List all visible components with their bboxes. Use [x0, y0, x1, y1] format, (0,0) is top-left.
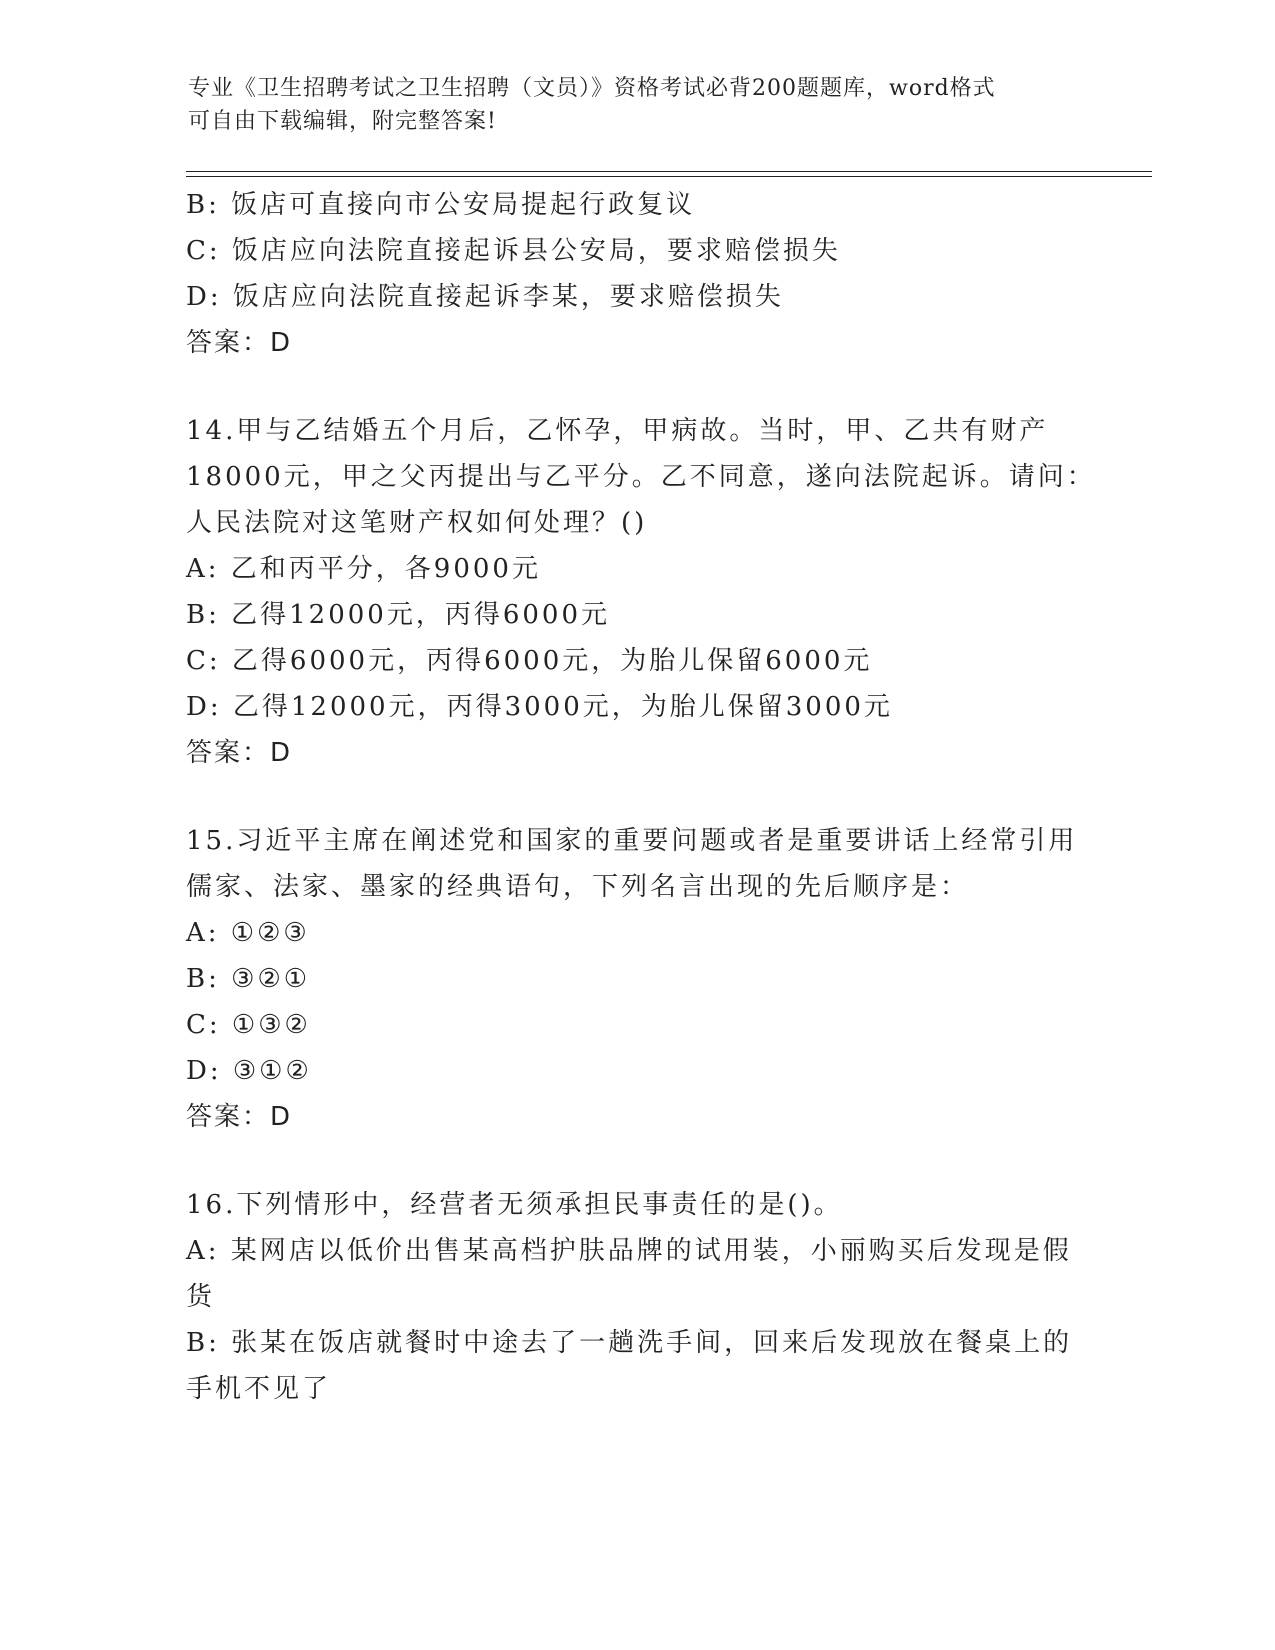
header-line-1: 专业《卫生招聘考试之卫生招聘（文员）》资格考试必背200题题库，word格式 — [188, 76, 996, 101]
question-14 — [186, 408, 1096, 776]
q13-option-d: D: 饭店应向法院直接起诉李某，要求赔偿损失 — [186, 282, 784, 312]
spacer — [186, 776, 1082, 818]
q14-option-c: C: 乙得6000元，丙得6000元，为胎儿保留6000元 — [186, 646, 873, 676]
spacer — [186, 1140, 1082, 1182]
q16-stem-line-1: 16.下列情形中，经营者无须承担民事责任的是()。 — [186, 1190, 843, 1220]
q14-stem-line-2: 18000元，甲之父丙提出与乙平分。乙不同意，遂向法院起诉。请问： — [186, 462, 1096, 492]
q13-option-b: B: 饭店可直接向市公安局提起行政复议 — [186, 190, 696, 220]
q15-stem-line-1: 15.习近平主席在阐述党和国家的重要问题或者是重要讲话上经常引用 — [186, 826, 1078, 856]
q15-stem-line-2: 儒家、法家、墨家的经典语句，下列名言出现的先后顺序是： — [186, 872, 970, 902]
q14-option-a: A: 乙和丙平分，各9000元 — [186, 554, 541, 584]
q13-option-c: C: 饭店应向法院直接起诉县公安局，要求赔偿损失 — [186, 236, 841, 266]
q15-answer: 答案：D — [186, 1102, 293, 1132]
q14-option-b: B: 乙得12000元，丙得6000元 — [186, 600, 611, 630]
document-header — [188, 72, 1068, 138]
question-15 — [186, 818, 1082, 1140]
q14-answer: 答案：D — [186, 738, 293, 768]
q15-option-c: C: ①③② — [186, 1010, 311, 1040]
header-rule-bottom — [186, 176, 1152, 177]
q14-stem-line-1: 14.甲与乙结婚五个月后，乙怀孕，甲病故。当时，甲、乙共有财产 — [186, 416, 1049, 446]
q16-option-b-line-1: B: 张某在饭店就餐时中途去了一趟洗手间，回来后发现放在餐桌上的 — [186, 1328, 1073, 1358]
question-content — [186, 182, 1096, 1412]
q16-option-a-line-1: A: 某网店以低价出售某高档护肤品牌的试用装，小丽购买后发现是假 — [186, 1236, 1072, 1266]
q16-option-a-line-2: 货 — [186, 1282, 216, 1312]
q16-option-b-line-2: 手机不见了 — [186, 1374, 332, 1404]
q15-option-b: B: ③②① — [186, 964, 311, 994]
q15-option-d: D: ③①② — [186, 1056, 312, 1086]
question-16 — [186, 1182, 1082, 1412]
spacer — [186, 366, 1082, 408]
q14-stem-line-3: 人民法院对这笔财产权如何处理？() — [186, 508, 648, 538]
header-rule-top — [186, 171, 1152, 172]
question-13-continued — [186, 182, 1082, 366]
q14-option-d: D: 乙得12000元，丙得3000元，为胎儿保留3000元 — [186, 692, 893, 722]
q13-answer: 答案：D — [186, 328, 293, 358]
header-line-2: 可自由下载编辑，附完整答案! — [188, 109, 497, 134]
q15-option-a: A: ①②③ — [186, 918, 310, 948]
